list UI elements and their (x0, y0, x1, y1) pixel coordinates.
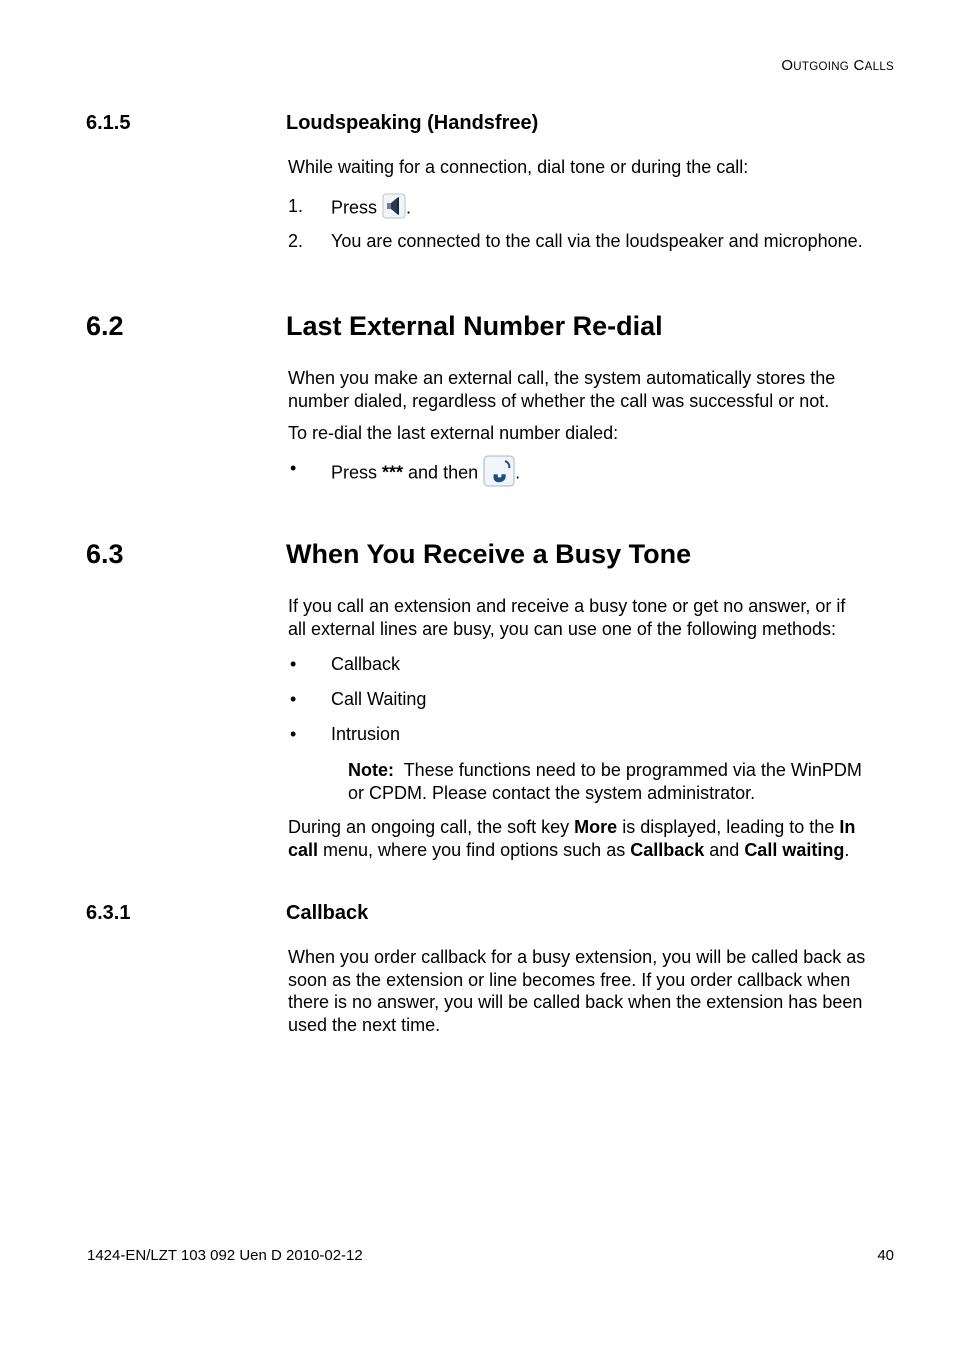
list-item: Press *** and then . (331, 455, 911, 492)
section-title: Callback (286, 902, 369, 924)
list-number: 1. (288, 196, 304, 216)
phone-handset-icon (483, 455, 515, 492)
note: Note: These functions need to be programmed via the WinPDM or CPDM. Please contact the system administrator. (348, 760, 862, 803)
bullet-marker: • (290, 724, 297, 744)
paragraph: During an ongoing call, the soft key More is displayed, leading to the In call menu, where you find options such as Callback and Call waiting. (288, 817, 856, 860)
bullet-marker: • (290, 654, 297, 674)
bullet-marker: • (290, 458, 297, 478)
list-item: Call Waiting (331, 689, 427, 709)
list-item: Intrusion (331, 724, 401, 744)
list-item: Press . (331, 193, 911, 224)
paragraph: When you order callback for a busy extension, you will be called back as soon as the extension or line becomes free. If you order callback when there is no answer, you will be called back when the extension has been used the next time. (288, 947, 866, 1035)
section-number: 6.3 (86, 539, 124, 569)
running-header: OUTGOING CALLS (781, 57, 894, 74)
section-title: Last External Number Re-dial (286, 311, 663, 341)
paragraph: While waiting for a connection, dial tone or during the call: (288, 157, 749, 177)
speaker-icon (382, 193, 406, 224)
paragraph: When you make an external call, the system automatically stores the number dialed, regardless of whether the call was successful or not. (288, 368, 836, 411)
bullet-marker: • (290, 689, 297, 709)
footer-doc-id: 1424-EN/LZT 103 092 Uen D 2010-02-12 (87, 1247, 363, 1264)
section-number: 6.2 (86, 311, 124, 341)
section-number: 6.1.5 (86, 112, 131, 134)
list-item: You are connected to the call via the loudspeaker and microphone. (331, 231, 863, 251)
paragraph: To re-dial the last external number dialed: (288, 423, 619, 443)
section-number: 6.3.1 (86, 902, 131, 924)
section-title: When You Receive a Busy Tone (286, 539, 692, 569)
section-title: Loudspeaking (Handsfree) (286, 112, 539, 134)
list-number: 2. (288, 231, 304, 251)
list-item: Callback (331, 654, 401, 674)
paragraph: If you call an extension and receive a busy tone or get no answer, or if all external lines are busy, you can use one of the following methods: (288, 596, 846, 639)
page-number: 40 (877, 1247, 894, 1264)
